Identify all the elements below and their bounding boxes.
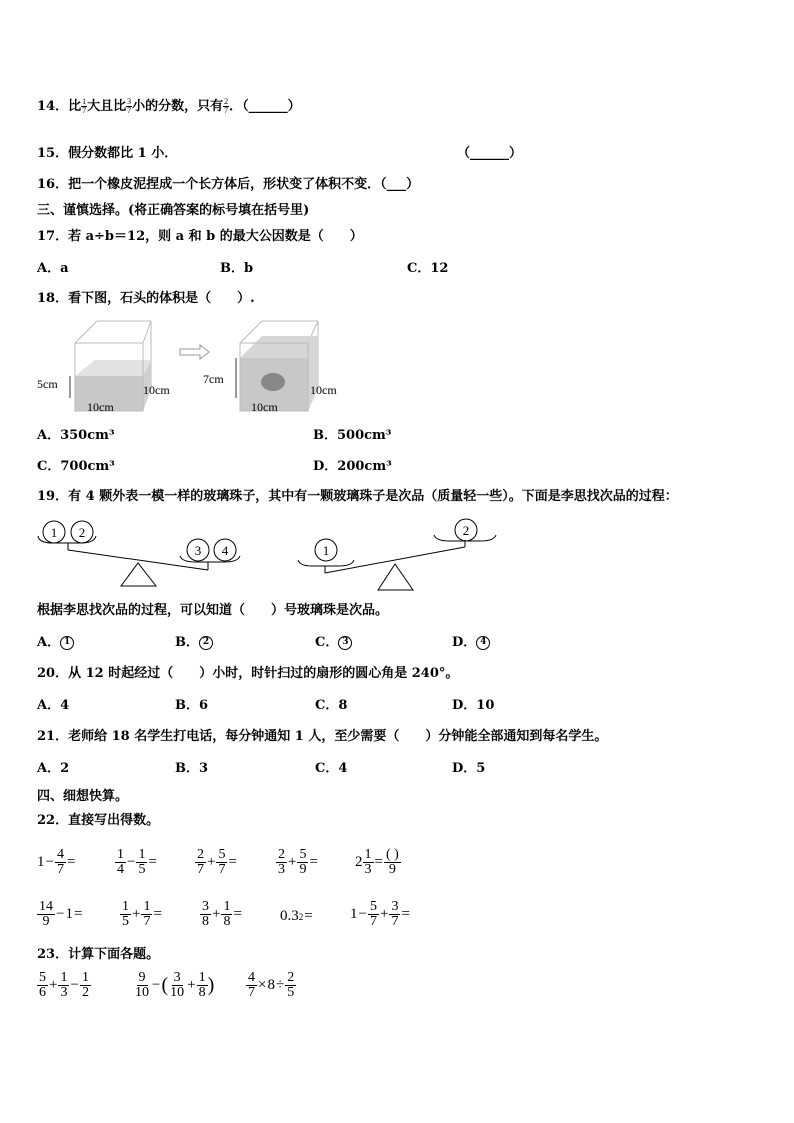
option-19-a[interactable]: A． 1 — [37, 635, 74, 651]
option-20-c[interactable]: C．8 — [315, 698, 348, 713]
option-17-c[interactable]: C．12 — [407, 261, 449, 276]
option-20-d[interactable]: D．10 — [452, 698, 495, 713]
expr-22-5: 2 $\frac{1}{3}$ = ( ) 9 — [355, 847, 399, 877]
dim-w2: 10cm — [251, 400, 278, 414]
expr-22-9: 0.3 2 = — [280, 908, 313, 924]
question-20: 20．从 12 时起经过（ ）小时，时针扫过的扇形的圆心角是 240°。 — [37, 666, 459, 681]
question-22: 22．直接写出得数。 — [37, 813, 160, 828]
expr-22-3: 2 7 + $\frac{5}{7}$ = — [197, 847, 237, 877]
question-15: 15．假分数都比 1 小． — [37, 146, 178, 161]
fraction: $\frac{1}{7}$ — [82, 97, 87, 115]
expr-22-7: 1 5 + $\frac{1}{7}$ = — [122, 899, 162, 929]
expr-22-4: 2 3 + $\frac{5}{9}$ = — [278, 847, 318, 877]
ball-1: 1 — [50, 525, 58, 540]
question-19-prompt: 根据李思找次品的过程，可以知道（ ）号玻璃珠是次品。 — [37, 603, 389, 618]
answer-blank-fraction[interactable]: ( ) 9 — [385, 847, 399, 877]
dim-d2: 10cm — [310, 383, 337, 397]
stone-volume-figure — [35, 318, 395, 418]
option-18-c[interactable]: C．700cm³ — [37, 459, 115, 474]
dim-w1: 10cm — [87, 400, 114, 414]
question-19: 19．有 4 颗外表一模一样的玻璃珠子，其中有一颗玻璃珠子是次品（质量轻一些）。下面是李思找次品的过程： — [37, 489, 678, 504]
expr-22-6: 14 9 − 1 = — [39, 899, 83, 929]
option-17-b[interactable]: B．b — [220, 261, 254, 276]
question-21: 21．老师给 18 名学生打电话，每分钟通知 1 人，至少需要（ ）分钟能全部通知到每名学生。 — [37, 729, 608, 744]
ball-2: 2 — [462, 523, 470, 538]
expr-23-3: $\frac{4}{7}$ × 8 ÷ $\frac{2}{5}$ — [248, 970, 295, 1000]
option-20-a[interactable]: A．4 — [37, 698, 70, 713]
option-21-c[interactable]: C．4 — [315, 761, 348, 776]
question-17: 17．若 a÷b＝12，则 a 和 b 的最大公因数是（ ） — [37, 229, 363, 244]
expr-22-2: 1 4 − $\frac{1}{5}$ = — [117, 847, 157, 877]
ball-4: 4 — [221, 543, 229, 558]
expr-23-2: 9 10 − ( 3 10 + $\frac{1}{8}$ ) — [135, 970, 215, 1000]
option-21-b[interactable]: B．3 — [175, 761, 209, 776]
ball-3: 3 — [194, 543, 202, 558]
dim-h1: 5cm — [37, 377, 58, 391]
dim-h2: 7cm — [203, 372, 224, 386]
expr-23-1: 5 6 + $\frac{1}{3}$ − $\frac{1}{2}$ — [39, 970, 89, 1000]
option-18-a[interactable]: A．350cm³ — [37, 428, 115, 443]
option-21-a[interactable]: A．2 — [37, 761, 70, 776]
fraction: $\frac{2}{7}$ — [224, 97, 229, 115]
option-17-a[interactable]: A．a — [37, 261, 69, 276]
stone-shape — [261, 373, 285, 391]
fraction: $\frac{3}{7}$ — [127, 97, 132, 115]
section-4-heading: 四、细想快算。 — [37, 789, 129, 804]
question-23: 23．计算下面各题。 — [37, 947, 160, 962]
balance-scales-figure — [36, 516, 506, 596]
arrow-right-icon — [180, 345, 209, 359]
option-19-d[interactable]: D． 4 — [452, 635, 490, 651]
ball-1: 1 — [322, 543, 330, 558]
option-18-d[interactable]: D．200cm³ — [313, 459, 392, 474]
option-18-b[interactable]: B．500cm³ — [313, 428, 392, 443]
expr-22-10: 1 − $\frac{5}{7}$ + $\frac{3}{7}$ = — [350, 899, 410, 929]
question-18: 18．看下图，石头的体积是（ ）. — [37, 291, 255, 306]
ball-2: 2 — [78, 525, 86, 540]
question-14: 14．比 $\frac{1}{7}$ 大且比 $\frac{3}{7}$ 小的分数，只有 $\frac{2}{7}$ ．（______） — [37, 97, 301, 115]
option-21-d[interactable]: D．5 — [452, 761, 486, 776]
answer-blank-15[interactable]: （______） — [457, 146, 523, 161]
option-19-b[interactable]: B． 2 — [175, 635, 213, 651]
section-3-heading: 三、谨慎选择。(将正确答案的标号填在括号里) — [37, 203, 310, 218]
expr-22-1: 1 − $\frac{4}{7}$ = — [37, 847, 76, 877]
option-19-c[interactable]: C． 3 — [315, 635, 352, 651]
option-20-b[interactable]: B．6 — [175, 698, 209, 713]
expr-22-8: 3 8 + $\frac{1}{8}$ = — [202, 899, 242, 929]
question-16: 16．把一个橡皮泥捏成一个长方体后，形状变了体积不变．（___） — [37, 177, 420, 192]
dim-d1: 10cm — [143, 383, 170, 397]
